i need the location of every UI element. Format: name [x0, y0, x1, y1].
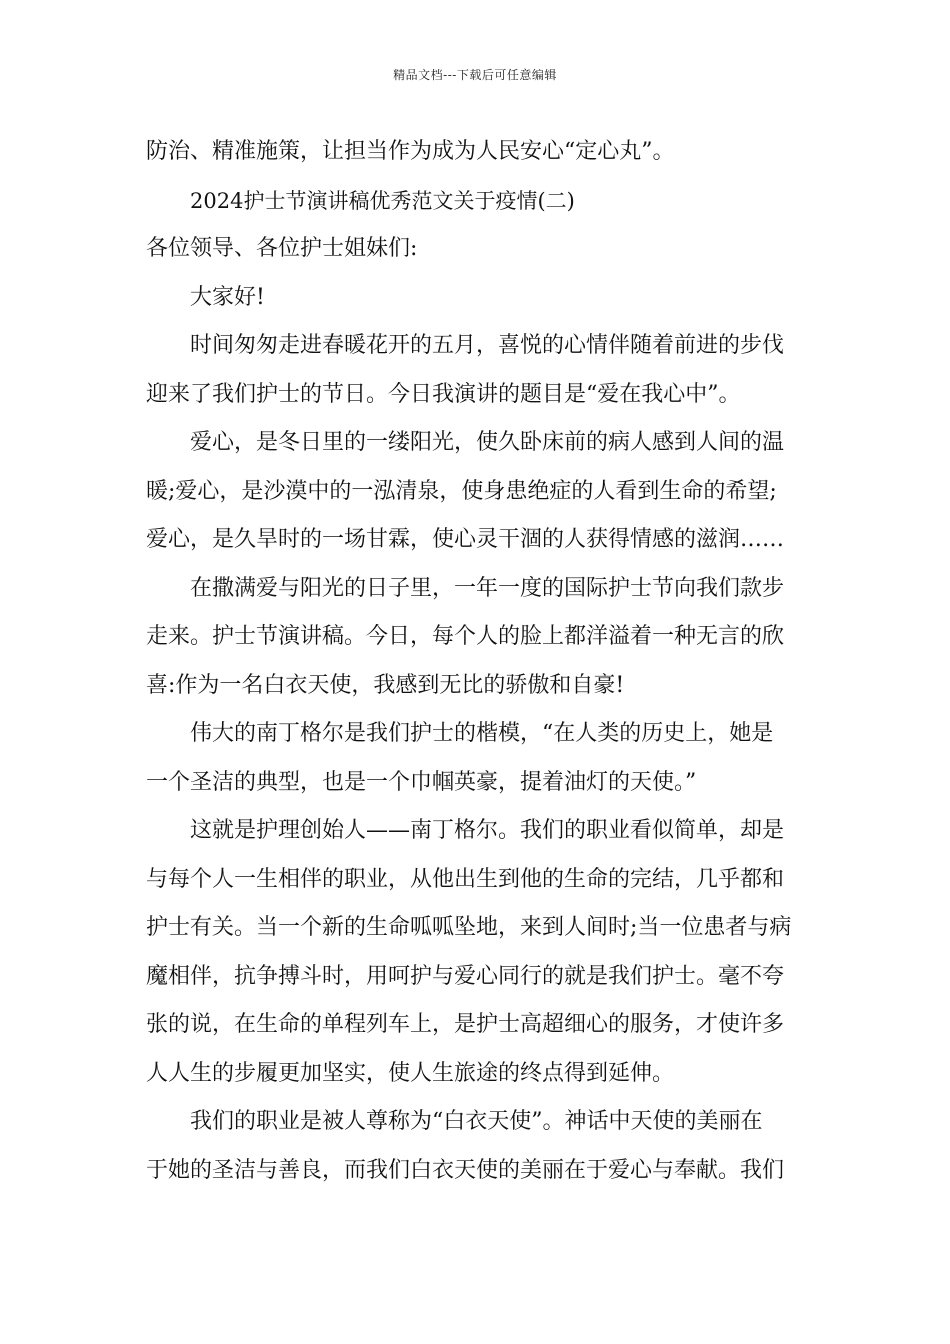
text-line: 我们的职业是被人尊称为“白衣天使”。神话中天使的美丽在 — [190, 1109, 763, 1134]
text-line: 与每个人一生相伴的职业，从他出生到他的生命的完结，几乎都和 — [146, 866, 785, 892]
text-line: 爱心，是久旱时的一场甘霖，使心灵干涸的人获得情感的滋润…… — [146, 527, 785, 552]
text-line: 人人生的步履更加坚实，使人生旅途的终点得到延伸。 — [146, 1060, 675, 1086]
text-line: 一个圣洁的典型，也是一个巾帼英豪，提着油灯的天使。” — [146, 769, 697, 795]
text-line: 护士有关。当一个新的生命呱呱坠地，来到人间时;当一位患者与病 — [146, 915, 792, 940]
text-line: 迎来了我们护士的节日。今日我演讲的题目是“爱在我心中”。 — [146, 381, 741, 407]
text-line: 各位领导、各位护士姐妹们: — [146, 236, 418, 261]
text-line: 爱心，是冬日里的一缕阳光，使久卧床前的病人感到人间的温 — [190, 430, 785, 455]
text-line: 伟大的南丁格尔是我们护士的楷模，“在人类的历史上，她是 — [190, 721, 774, 746]
text-line: 走来。护士节演讲稿。今日，每个人的脸上都洋溢着一种无言的欣 — [146, 624, 785, 649]
text-line: 这就是护理创始人——南丁格尔。我们的职业看似简单，却是 — [190, 818, 785, 843]
text-line: 于她的圣洁与善良，而我们白衣天使的美丽在于爱心与奉献。我们 — [146, 1157, 785, 1183]
text-line: 暖;爱心，是沙漠中的一泓清泉，使身患绝症的人看到生命的希望; — [146, 478, 777, 504]
text-line: 在撒满爱与阳光的日子里，一年一度的国际护士节向我们款步 — [190, 575, 785, 601]
text-line: 大家好! — [190, 284, 265, 310]
section-title: 2024护士节演讲稿优秀范文关于疫情(二) — [190, 188, 575, 213]
text-line: 时间匆匆走进春暖花开的五月，喜悦的心情伴随着前进的步伐 — [190, 333, 785, 358]
text-line: 防治、精准施策，让担当作为成为人民安心“定心丸”。 — [146, 139, 675, 164]
text-line: 张的说，在生命的单程列车上，是护士高超细心的服务，才使许多 — [146, 1012, 785, 1037]
document-body — [146, 128, 810, 1195]
text-line: 魔相伴，抗争搏斗时，用呵护与爱心同行的就是我们护士。毫不夸 — [146, 963, 785, 989]
page-header: 精品文档---下载后可任意编辑 — [393, 68, 557, 82]
text-line: 喜:作为一名白衣天使，我感到无比的骄傲和自豪! — [146, 672, 625, 698]
